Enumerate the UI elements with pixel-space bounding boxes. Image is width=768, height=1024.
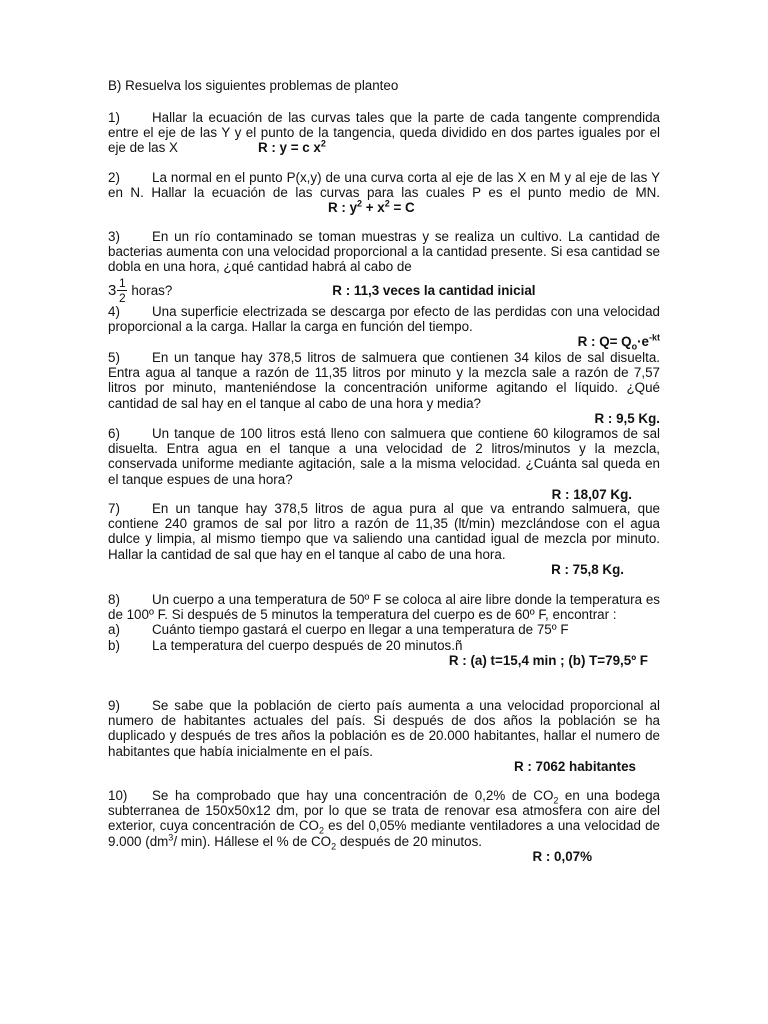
answer: R : 9,5 Kg.: [594, 410, 660, 426]
problem-number: 4): [108, 304, 120, 319]
problem-7: [108, 501, 660, 577]
problem-text: En un río contaminado se toman muestras y se realiza un cultivo. La cantidad de bacterias aumenta con una velocidad proporcional a la cantidad presente. Si esa cantidad se dobla en una hora, ¿qué cantidad habrá al cabo de: [108, 229, 660, 275]
subscript: 2: [318, 826, 324, 837]
problem-3: [108, 229, 660, 304]
sub-text: Cuánto tiempo gastará el cuerpo en llegar a una temperatura de 75º F: [152, 622, 569, 638]
answer: R : 7062 habitantes: [513, 758, 636, 774]
fraction-denominator: 2: [119, 290, 126, 305]
answer: [328, 200, 415, 215]
problem-text: Una superficie electrizada se descarga por efecto de las perdidas con una velocidad proporcional a la carga. Hallar la carga en función del tiempo.: [108, 304, 660, 335]
problem-text: Un tanque de 100 litros está lleno con salmuera que contiene 60 kilogramos de sal disuelta. Entra agua en el tanque a una velocidad de 2 litros/minutos y la mezcla, conservada uniforme mediante agitación, sale a la misma velocidad. ¿Cuánta sal queda en el tanque espues de una hora?: [108, 426, 660, 487]
subscript: 2: [553, 795, 559, 806]
answer-part: R : y: [328, 200, 358, 216]
problem-8: [108, 592, 660, 668]
answer: [108, 332, 660, 353]
problem-text: Se sabe que la población de cierto país aumenta a una velocidad proporcional al numero de habitantes actuales del país. Si después de dos años la población se ha duplicado y después de tres años la población es de 20.000 habitantes, hallar el numero de habitantes que había inicialmente en el país.: [108, 698, 660, 759]
mixed-fraction: [108, 277, 127, 304]
problem-number: 2): [108, 170, 120, 185]
sub-label: b): [108, 637, 120, 653]
answer-text: R : y = c x: [257, 140, 321, 156]
answer-part: = C: [389, 200, 415, 216]
problem-text: En un tanque hay 378,5 litros de salmuera que contienen 34 kilos de sal disuelta. Entra agua al tanque a razón de 11,35 litros por minuto y la mezcla sale a razón de 7,57 litros por minuto, manteniéndose la concentración uniforme agitando el líquido. ¿Qué cantidad de sal hay en el tanque al cabo de una hora y media?: [108, 350, 660, 411]
answer: R : (a) t=15,4 min ; (b) T=79,5º F: [448, 652, 648, 668]
problem-2: [108, 170, 660, 216]
problem-text: La normal en el punto P(x,y) de una curva corta al eje de las X en M y al eje de las Y en N. Hallar la ecuación de las curvas para las cuales P es el punto medio de MN.: [108, 170, 660, 201]
answer-sup: -kt: [649, 332, 660, 343]
problem-number: 9): [108, 698, 120, 713]
problem-number: 6): [108, 426, 120, 441]
subscript: 2: [331, 841, 337, 852]
problem-4: [108, 304, 660, 353]
problem-number: 8): [108, 592, 120, 607]
problem-number: 1): [108, 110, 120, 125]
sub-label: a): [108, 622, 120, 638]
answer-sup: 2: [320, 138, 326, 149]
problem-6: [108, 426, 660, 502]
problem-text: en una bodega subterranea de 150x50x12 dm, por lo que se trata de renovar esa atmosfera con aire del exterior, cuya concentración de CO: [108, 788, 660, 834]
superscript: 3: [168, 832, 174, 843]
fraction-whole: 3: [108, 281, 117, 299]
answer: R : 0,07%: [532, 848, 592, 864]
problem-9: [108, 698, 660, 774]
answer-part: R : Q= Q: [577, 334, 632, 350]
sub-question-b: [108, 638, 660, 653]
problem-number: 3): [108, 229, 120, 244]
answer-sup: 2: [357, 198, 363, 209]
problem-1: [108, 110, 660, 156]
section-heading: B) Resuelva los siguientes problemas de planteo: [108, 78, 399, 93]
problem-text: Un cuerpo a una temperatura de 50º F se coloca al aire libre donde la temperatura es de 100º F. Si después de 5 minutos la temperatura del cuerpo es de 60º F, encontrar :: [108, 592, 660, 623]
problem-5: [108, 350, 660, 426]
problem-text: Hallar la ecuación de las curvas tales que la parte de cada tangente comprendida entre el eje de las Y y el punto de la tangencia, queda dividido en dos partes iguales por el eje de las X: [108, 110, 660, 156]
problem-number: 10): [108, 788, 128, 803]
answer-part: + x: [362, 200, 385, 216]
answer-sup: 2: [384, 198, 390, 209]
answer: R : 75,8 Kg.: [551, 561, 624, 577]
sub-text: La temperatura del cuerpo después de 20 minutos.ñ: [152, 637, 463, 653]
answer: [258, 140, 326, 155]
problem-text: después de 20 minutos.: [336, 833, 482, 849]
answer: R : 18,07 Kg.: [551, 486, 632, 502]
problem-text: En un tanque hay 378,5 litros de agua pura al que va entrando salmuera, que contiene 240 gramos de sal por litro a razón de 11,35 (lt/min) mezclándose con el agua dulce y limpia, al mismo tiempo que va saliendo una cantidad igual de mezcla por minuto. Hallar la cantidad de sal que hay en el tanque al cabo de una hora.: [108, 501, 660, 562]
answer-part: ·e: [637, 334, 649, 350]
problem-number: 7): [108, 501, 120, 516]
problem-text: / min). Hállese el % de CO: [173, 833, 332, 849]
problem-number: 5): [108, 350, 120, 365]
answer-sub: o: [631, 342, 638, 353]
fraction-numerator: 1: [119, 275, 126, 290]
problem-text: es del 0,05% mediante ventiladores a una velocidad de 9.000 (dm: [108, 818, 661, 849]
sub-question-a: [108, 622, 660, 637]
problem-text: Se ha comprobado que hay una concentración de 0,2% de CO: [152, 788, 554, 803]
problem-10: [108, 788, 660, 864]
problem-text-tail: horas?: [131, 282, 173, 298]
answer: R : 11,3 veces la cantidad inicial: [332, 282, 536, 298]
